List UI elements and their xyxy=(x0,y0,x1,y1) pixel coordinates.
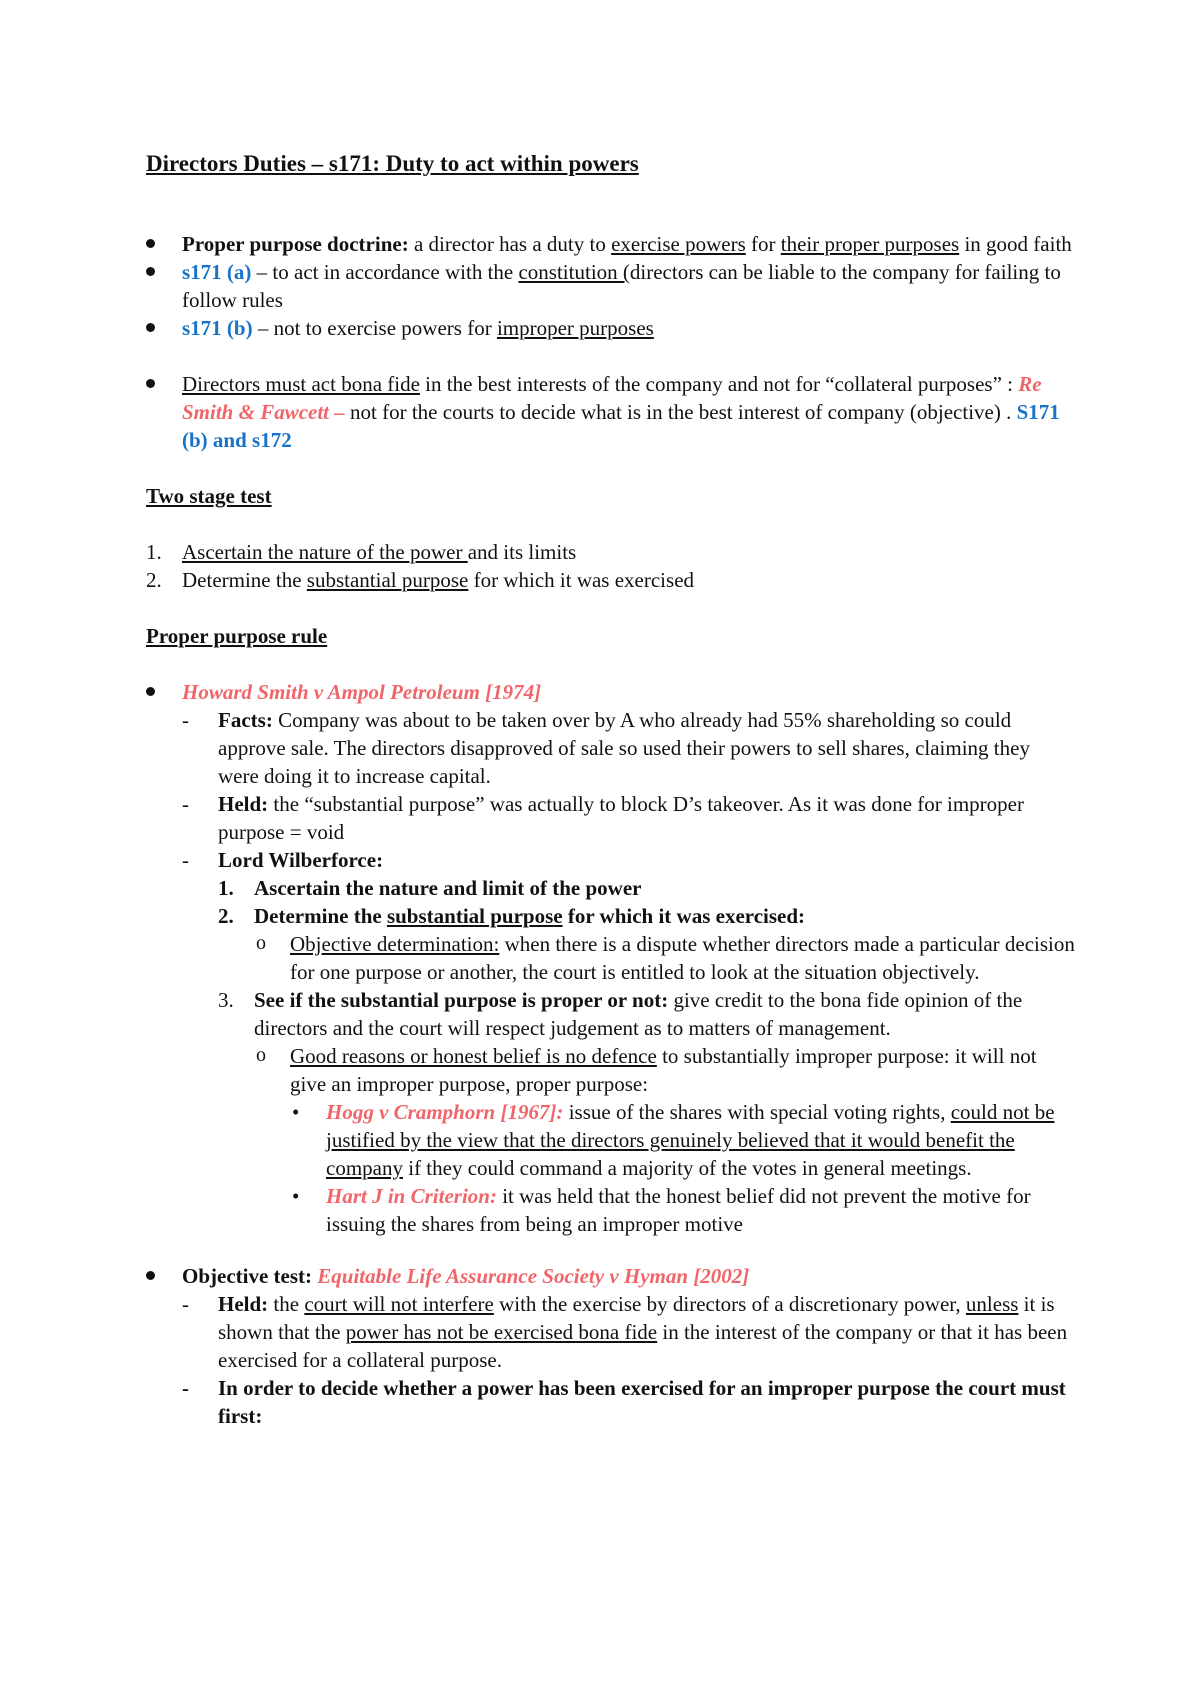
list-item: s171 (b) – not to exercise powers for improper purposes xyxy=(146,314,1076,342)
section-heading: Two stage test xyxy=(146,484,272,508)
section-heading: Proper purpose rule xyxy=(146,624,328,648)
list-item: o Objective determination: when there is a dispute whether directors made a particular decision for one purpose or another, the court is entitled to look at the situation objectively. xyxy=(254,930,1076,986)
proper-purpose-list xyxy=(146,678,1076,1238)
sub-list xyxy=(254,1042,1076,1238)
list-item: - Held: the court will not interfere with the exercise by directors of a discretionary power, unless it is shown that the power has not be exercised bona fide in the interest of the company or that it has been exercised for a collateral purpose. xyxy=(182,1290,1076,1374)
list-item: o Good reasons or honest belief is no defence to substantially improper purpose: it will not give an improper purpose, proper purpose: • Hogg v Cramphorn [1967]: issue of the shares with special voting rights, could not be justified by the view that the directors genuinely believed that it would benefit the company if they could command a majority of the votes in general meetings. • Hart J in Criterion: it was held that the honest belief did not prevent the motive for issuing the shares from being an improper motive xyxy=(254,1042,1076,1238)
document-page xyxy=(146,150,1076,1430)
list-item: - Lord Wilberforce: 1. Ascertain the nature and limit of the power 2. Determine the substantial purpose for which it was exercised: o Objective determination: when there is a dispute whether directors made a particular decision for one purpose or another, the court is entitled to look at the situation objectively. 3. See if the substantial purpose is proper or not: give credit to the bona fide opinion of the directors and the court will respect judgement as to matters of management. o Good reasons or honest belief is no defence to substantially improper purpose: it will not give an improper purpose, proper purpose: • Hogg v Cramphorn [1967]: issue of the shares with special voting rights, could not be justified by the view that the directors genuinely believed that it would benefit the company if they could command a majority of the votes in general meetings. • Hart J in Criterion: it was held that the honest belief did not prevent the motive for issuing the shares from being an improper motive xyxy=(182,846,1076,1238)
list-item: 2. Determine the substantial purpose for which it was exercised xyxy=(146,568,695,592)
list-item: • Hogg v Cramphorn [1967]: issue of the shares with special voting rights, could not be justified by the view that the directors genuinely believed that it would benefit the company if they could command a majority of the votes in general meetings. xyxy=(290,1098,1076,1182)
intro-list xyxy=(146,230,1076,342)
page-title: Directors Duties – s171: Duty to act within powers xyxy=(146,151,639,176)
list-item xyxy=(146,678,1076,1238)
list-item: Directors must act bona fide in the best interests of the company and not for “collateral purposes” : Re Smith & Fawcett – not for the courts to decide what is in the best interest of company (objective) . S171 (b) and s172 xyxy=(146,370,1076,454)
case-name: Hart J in Criterion: xyxy=(326,1184,497,1208)
case-name: Hogg v Cramphorn [1967]: xyxy=(326,1100,564,1124)
list-item: 3. See if the substantial purpose is proper or not: give credit to the bona fide opinion of the directors and the court will respect judgement as to matters of management. o Good reasons or honest belief is no defence to substantially improper purpose: it will not give an improper purpose, proper purpose: • Hogg v Cramphorn [1967]: issue of the shares with special voting rights, could not be justified by the view that the directors genuinely believed that it would benefit the company if they could command a majority of the votes in general meetings. • Hart J in Criterion: it was held that the honest belief did not prevent the motive for issuing the shares from being an improper motive xyxy=(218,986,1076,1238)
list-item: • Hart J in Criterion: it was held that the honest belief did not prevent the motive for issuing the shares from being an improper motive xyxy=(290,1182,1076,1238)
list-item: s171 (a) – to act in accordance with the constitution (directors can be liable to the company for failing to follow rules xyxy=(146,258,1076,314)
case-name: Howard Smith v Ampol Petroleum [1974] xyxy=(182,680,542,704)
wilberforce-steps xyxy=(218,874,1076,1238)
list-item: Objective test: Equitable Life Assurance Society v Hyman [2002] - Held: the court will not interfere with the exercise by directors of a discretionary power, unless it is shown that the power has not be exercised bona fide in the interest of the company or that it has been exercised for a collateral purpose. - In order to decide whether a power has been exercised for an improper purpose the court must first: xyxy=(146,1262,1076,1430)
list-item: Proper purpose doctrine: a director has a duty to exercise powers for their proper purposes in good faith xyxy=(146,230,1076,258)
objective-test-list xyxy=(146,1262,1076,1430)
case-name: Equitable Life Assurance Society v Hyman [2002] xyxy=(317,1264,750,1288)
two-stage-list xyxy=(146,538,1076,594)
list-item: 1. Ascertain the nature and limit of the power xyxy=(218,876,642,900)
list-item: - Held: the “substantial purpose” was actually to block D’s takeover. As it was done for improper purpose = void xyxy=(182,790,1076,846)
case-name: Re Smith & Fawcett – xyxy=(182,372,1042,424)
bona-fide-list xyxy=(146,370,1076,454)
case-details xyxy=(182,706,1076,1238)
list-item: - Facts: Company was about to be taken over by A who already had 55% shareholding so could approve sale. The directors disapproved of sale so used their powers to sell shares, claiming they were doing it to increase capital. xyxy=(182,706,1076,790)
list-item: - In order to decide whether a power has been exercised for an improper purpose the court must first: xyxy=(182,1374,1076,1430)
list-item: 1. Ascertain the nature of the power and its limits xyxy=(146,540,577,564)
list-item: 2. Determine the substantial purpose for which it was exercised: o Objective determination: when there is a dispute whether directors made a particular decision for one purpose or another, the court is entitled to look at the situation objectively. xyxy=(218,902,1076,986)
case-details xyxy=(182,1290,1076,1430)
sub-list xyxy=(254,930,1076,986)
sub-sub-list xyxy=(290,1098,1076,1238)
